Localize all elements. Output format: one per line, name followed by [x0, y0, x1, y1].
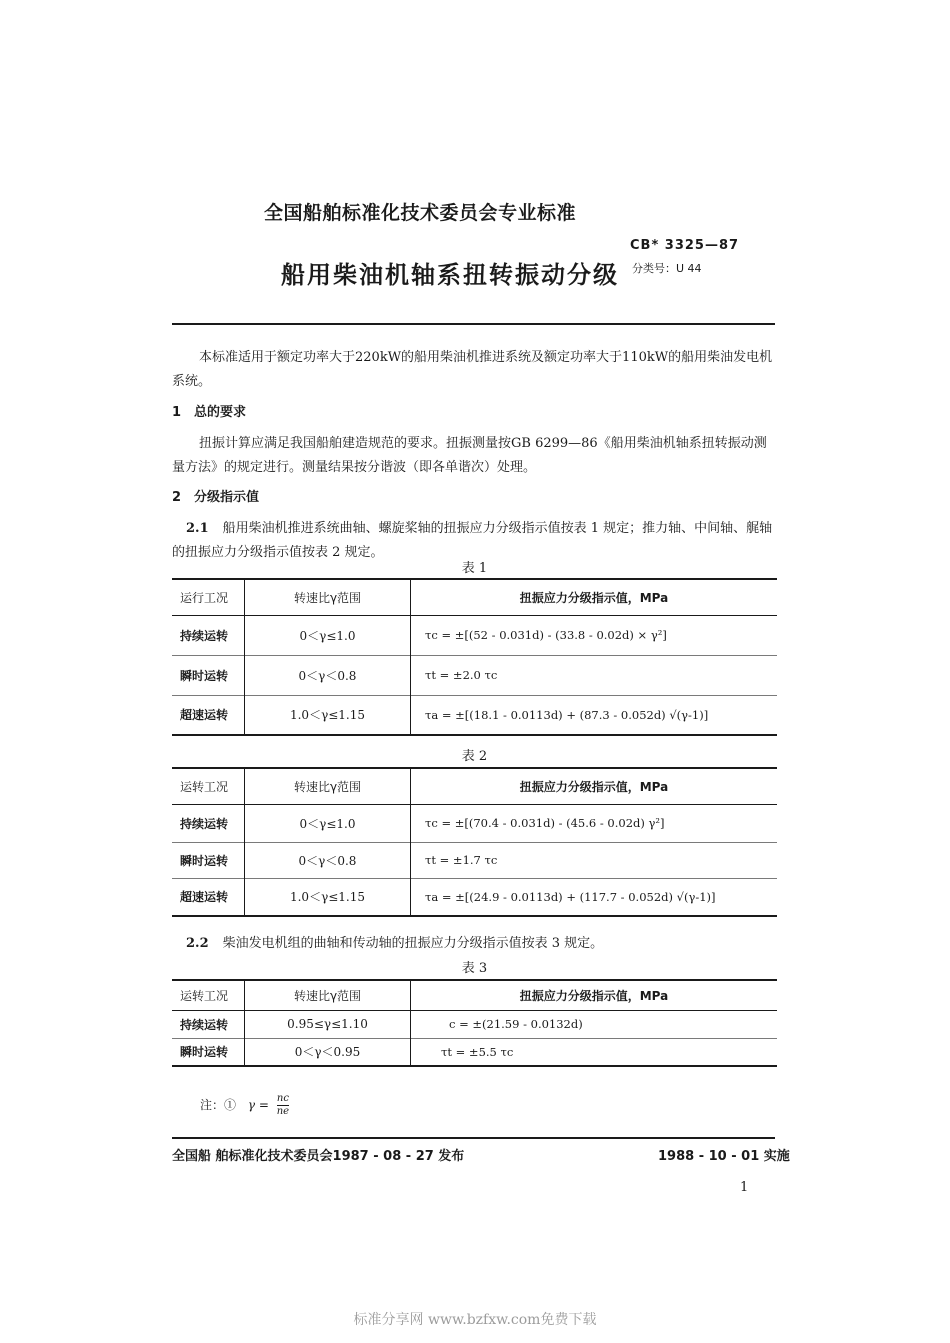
- section-1-text: 扭振计算应满足我国船舶建造规范的要求。扭振测量按GB 6299—86《船用柴油机轴系扭转振动测量方法》的规定进行。测量结果按分谐波（即各单谐次）处理。: [172, 436, 767, 475]
- table-cell: 0＜γ＜0.95: [245, 1038, 411, 1066]
- table-row: [172, 1010, 777, 1038]
- watermark: 标准分享网 www.bzfxw.com免费下载: [353, 1312, 597, 1328]
- table-2-caption: 表 2: [461, 749, 488, 764]
- table-row: [172, 1038, 777, 1066]
- table-1: [172, 578, 777, 736]
- table-header-cell: 转速比γ范围: [245, 579, 411, 615]
- table-header-cell: 转速比γ范围: [245, 768, 411, 804]
- section-2-1-text: 船用柴油机推进系统曲轴、螺旋桨轴的扭振应力分级指示值按表 1 规定；推力轴、中间轴、艉轴的扭振应力分级指示值按表 2 规定。: [172, 521, 773, 560]
- org-title: 全国船舶标准化技术委员会专业标准: [263, 202, 576, 224]
- standard-number: CB* 3325—87: [630, 238, 740, 253]
- effective-date: 1988 - 10 - 01 实施: [658, 1149, 790, 1164]
- table-header-cell: 运行工况: [172, 579, 245, 615]
- section-2-title: 分级指示值: [194, 490, 260, 505]
- table-cell: τa = ±[(18.1 - 0.0113d) + (87.3 - 0.052d) √(γ-1)]: [411, 695, 778, 735]
- table-cell: τa = ±[(24.9 - 0.0113d) + (117.7 - 0.052d) √(γ-1)]: [411, 878, 778, 916]
- table-1-caption: 表 1: [461, 561, 488, 576]
- table-cell: 0＜γ≤1.0: [245, 804, 411, 842]
- table-cell: 1.0＜γ≤1.15: [245, 695, 411, 735]
- table-cell: τt = ±2.0 τc: [411, 655, 778, 695]
- table-header-row: [172, 579, 777, 615]
- table-header-cell: 扭振应力分级指示值，MPa: [411, 579, 778, 615]
- footnote-variable: γ =: [247, 1098, 269, 1112]
- table-header-cell: 扭振应力分级指示值，MPa: [411, 768, 778, 804]
- section-2-1-number: 2.1: [186, 521, 209, 536]
- section-2-heading: [172, 486, 259, 505]
- table-2: [172, 767, 777, 917]
- table-cell: τc = ±[(52 - 0.031d) - (33.8 - 0.02d) × γ²]: [411, 615, 778, 655]
- table-row: [172, 655, 777, 695]
- table-header-cell: 扭振应力分级指示值，MPa: [411, 980, 778, 1010]
- header-divider: [172, 323, 775, 325]
- table-header-cell: 转速比γ范围: [245, 980, 411, 1010]
- table-3: [172, 979, 777, 1067]
- footnote-label: 注：①: [200, 1098, 237, 1112]
- table-cell: 持续运转: [172, 804, 245, 842]
- table-cell: 瞬时运转: [172, 1038, 245, 1066]
- footnote-fraction: [277, 1093, 289, 1118]
- section-1-number: 1: [172, 405, 182, 420]
- page-number: 1: [740, 1180, 749, 1195]
- table-cell: 0＜γ≤1.0: [245, 615, 411, 655]
- table-cell: 超速运转: [172, 878, 245, 916]
- section-1-title: 总的要求: [194, 405, 247, 420]
- table-cell: 瞬时运转: [172, 842, 245, 878]
- footer-divider: [172, 1137, 775, 1139]
- fraction-numerator: nc: [276, 1093, 289, 1104]
- section-1-heading: [172, 401, 246, 420]
- table-header-cell: 运转工况: [172, 768, 245, 804]
- section-2-2-paragraph: [172, 932, 777, 956]
- footnote: [200, 1093, 289, 1118]
- table-row: [172, 615, 777, 655]
- table-cell: 1.0＜γ≤1.15: [245, 878, 411, 916]
- table-3-caption: 表 3: [461, 961, 488, 976]
- intro-paragraph: 本标准适用于额定功率大于220kW的船用柴油机推进系统及额定功率大于110kW的船用柴油发电机系统。: [172, 350, 773, 389]
- fraction-denominator: ne: [276, 1106, 290, 1117]
- document-title: 船用柴油机轴系扭转振动分级: [281, 261, 619, 289]
- issue-date: 全国船 舶标准化技术委员会1987 - 08 - 27 发布: [172, 1149, 465, 1164]
- table-cell: 瞬时运转: [172, 655, 245, 695]
- table-cell: 0＜γ＜0.8: [245, 655, 411, 695]
- table-cell: τc = ±[(70.4 - 0.031d) - (45.6 - 0.02d) γ²]: [411, 804, 778, 842]
- table-cell: τt = ±5.5 τc: [411, 1038, 778, 1066]
- table-row: [172, 842, 777, 878]
- table-header-row: [172, 768, 777, 804]
- table-cell: 持续运转: [172, 1010, 245, 1038]
- table-cell: 0＜γ＜0.8: [245, 842, 411, 878]
- table-cell: c = ±(21.59 - 0.0132d): [411, 1010, 778, 1038]
- table-row: [172, 695, 777, 735]
- table-cell: τt = ±1.7 τc: [411, 842, 778, 878]
- table-header-row: [172, 980, 777, 1010]
- table-cell: 超速运转: [172, 695, 245, 735]
- section-2-number: 2: [172, 490, 182, 505]
- classification-code: 分类号：U 44: [632, 262, 702, 275]
- table-row: [172, 804, 777, 842]
- table-row: [172, 878, 777, 916]
- section-2-2-text: 柴油发电机组的曲轴和传动轴的扭振应力分级指示值按表 3 规定。: [222, 936, 604, 951]
- table-header-cell: 运转工况: [172, 980, 245, 1010]
- table-cell: 持续运转: [172, 615, 245, 655]
- section-2-2-number: 2.2: [186, 936, 209, 951]
- table-cell: 0.95≤γ≤1.10: [245, 1010, 411, 1038]
